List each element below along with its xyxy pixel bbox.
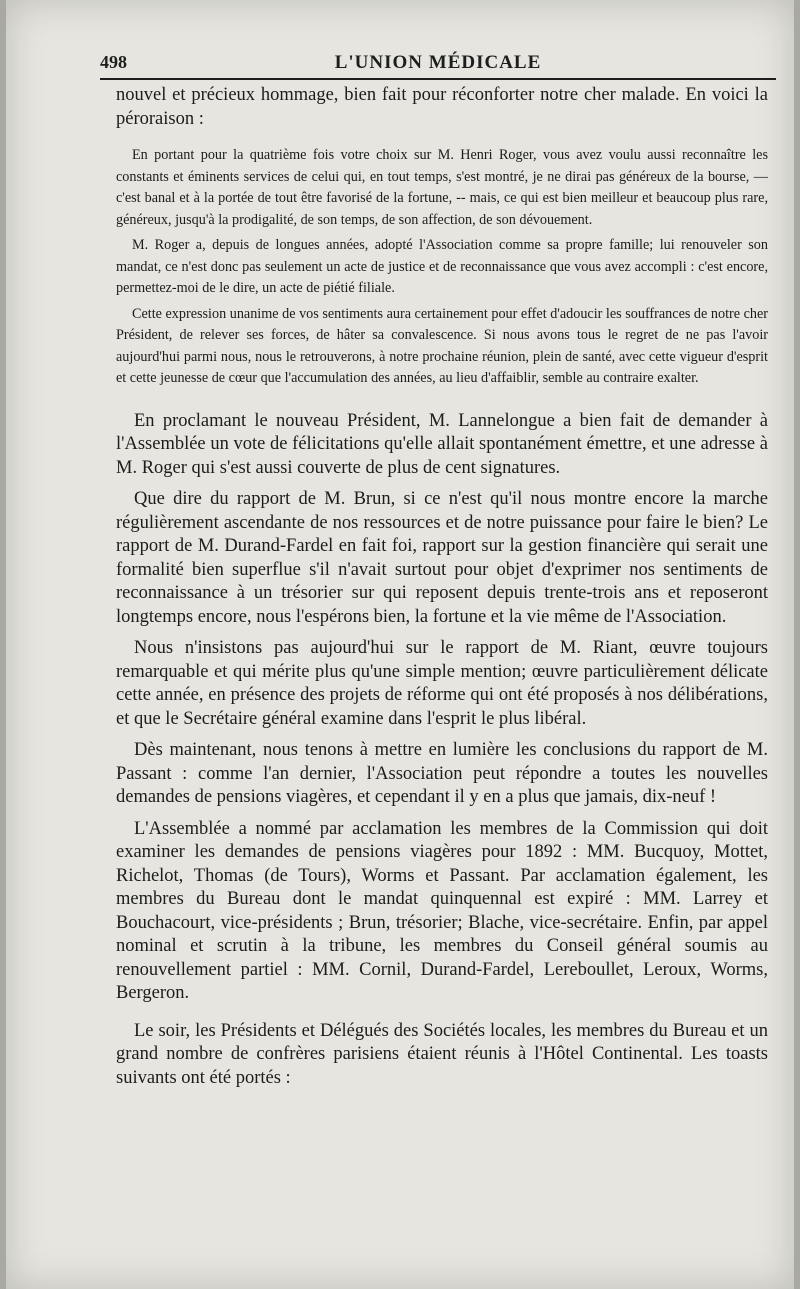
journal-title: L'UNION MÉDICALE — [334, 52, 542, 73]
quote-paragraph-1: En portant pour la quatrième fois votre choix sur M. Henri Roger, vous avez voulu aussi reconnaître les constants et éminents services de celui qui, en tout temps, s'est montré, je ne dirai pas généreux de la bourse, — c'est banal et à la portée de tout être favorisé de la fortune, -- mais, ce qui est bien meilleur et beaucoup plus rare, généreux, jusqu'à la prodigalité, de son temps, de son affection, de son dévouement. — [116, 147, 768, 228]
book-page — [6, 0, 794, 1289]
article-body — [116, 84, 768, 1090]
page-number: 498 — [100, 52, 127, 72]
paragraph-riant-report: Nous n'insistons pas aujourd'hui sur le rapport de M. Riant, œuvre toujours remarquable et qui mérite plus qu'une simple mention; œuvre particulièrement délicate cette année, en présence des projets de réforme qui ont été proposés à nos délibérations, et que le Secrétaire général examine dans l'esprit le plus libéral. — [116, 638, 768, 729]
quote-paragraph-2: M. Roger a, depuis de longues années, adopté l'Association comme sa propre famille; lui renouveler son mandat, ce n'est donc pas seulement un acte de justice et de reconnaissance que vous avez accompli : c'est encore, permettez-moi de le dire, un acte de piétié filiale. — [116, 237, 768, 296]
paragraph-brun-report: Que dire du rapport de M. Brun, si ce n'est qu'il nous montre encore la marche régulièrement ascendante de nos ressources et de notre puissance pour faire le bien? Le rapport de M. Durand-Fardel en fait foi, rapport sur la gestion financière qui serait une formalité bien superflue s'il n'avait surtout pour objet d'exprimer nos sentiments de reconnaissance à un trésorier sur qui reposent depuis trente-trois ans et reposeront longtemps encore, nous l'espérons bien, la fortune et la vie même de l'Association. — [116, 489, 768, 627]
running-header — [100, 48, 776, 80]
paragraph-intro: nouvel et précieux hommage, bien fait pour réconforter notre cher malade. En voici la péroraison : — [116, 85, 768, 129]
paragraph-elections: L'Assemblée a nommé par acclamation les membres de la Commission qui doit examiner les demandes de pensions viagères pour 1892 : MM. Bucquoy, Mottet, Richelot, Thomas (de Tours), Worms et Passant. Par acclamation également, les membres du Bureau dont le mandat quinquennal est expiré : MM. Larrey et Bouchacourt, vice-présidents ; Brun, trésorier; Blache, vice-secrétaire. Enfin, par appel nominal et scrutin à la tribune, les membres du Conseil général soumis au renouvellement partiel : MM. Cornil, Durand-Fardel, Lereboullet, Leroux, Worms, Bergeron. — [116, 818, 768, 1003]
paragraph-president: En proclamant le nouveau Président, M. Lannelongue a bien fait de demander à l'Assemblée un vote de félicitations qu'elle allait spontanément émettre, et une adresse à M. Roger qui s'est aussi couverte de plus de cent signatures. — [116, 410, 768, 478]
paragraph-evening: Le soir, les Présidents et Délégués des Sociétés locales, les membres du Bureau et un grand nombre de confrères parisiens étaient réunis à l'Hôtel Continental. Les toasts suivants ont été portés : — [116, 1020, 768, 1088]
quote-paragraph-3: Cette expression unanime de vos sentiments aura certainement pour effet d'adoucir les souffrances de notre cher Président, de relever ses forces, de hâter sa convalescence. Si nous avons tous le regret de ne pas l'avoir aujourd'hui parmi nous, nous le retrouverons, à notre prochaine réunion, plein de santé, avec cette vigueur d'esprit et cette jeunesse de cœur que l'accumulation des années, au lieu d'affaiblir, semble au contraire exalter. — [116, 305, 768, 386]
paragraph-passant-report: Dès maintenant, nous tenons à mettre en lumière les conclusions du rapport de M. Passant : comme l'an dernier, l'Association peut répondre a toutes les nouvelles demandes de pensions viagères, et cependant il y en a plus que jamais, dix-neuf ! — [116, 740, 768, 807]
